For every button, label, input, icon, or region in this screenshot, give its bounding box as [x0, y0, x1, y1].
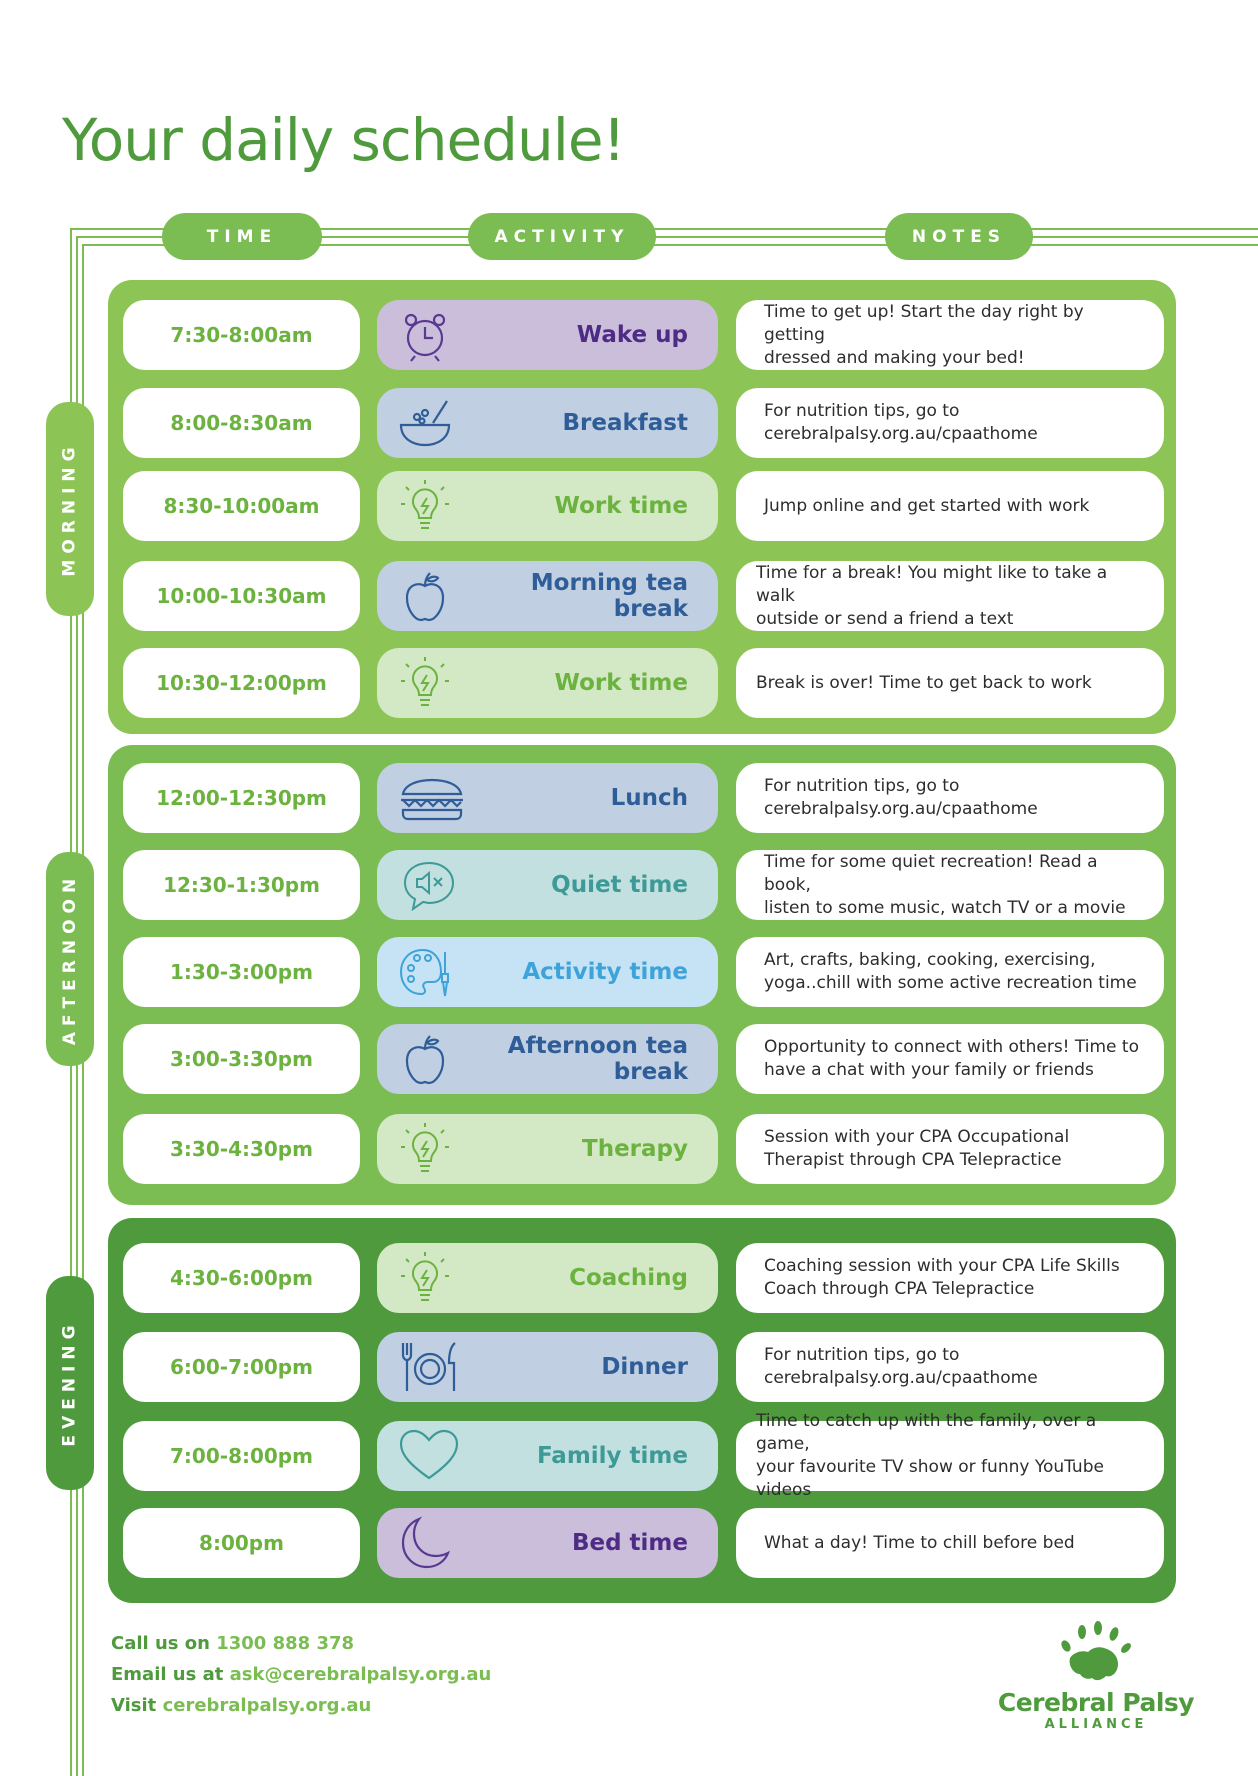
- time-cell: [123, 937, 360, 1007]
- time-cell: [123, 1332, 360, 1402]
- evening-label: EVENING: [60, 1319, 80, 1447]
- note-cell: [736, 561, 1164, 631]
- activity-label: Bed time: [571, 1530, 688, 1556]
- time-text: 1:30-3:00pm: [170, 960, 313, 984]
- time-text: 7:30-8:00am: [170, 323, 313, 347]
- afternoon-label-tab: [46, 852, 94, 1066]
- page-title: Your daily schedule!: [62, 106, 625, 174]
- note-text: Opportunity to connect with others! Time to have a chat with your family or friends: [764, 1037, 1139, 1080]
- activity-label: Morning tea break: [530, 570, 688, 622]
- activity-cell: [377, 763, 718, 833]
- note-text: Coaching session with your CPA Life Skills Coach through CPA Telepractice: [764, 1256, 1120, 1299]
- time-cell: [123, 763, 360, 833]
- morning-label: MORNING: [60, 441, 81, 577]
- time-cell: [123, 648, 360, 718]
- visit-line: [111, 1690, 491, 1721]
- note-text: What a day! Time to chill before bed: [764, 1532, 1075, 1553]
- note-text: Art, crafts, baking, cooking, exercising, yoga..chill with some active recreation time: [764, 950, 1137, 993]
- apple-icon: [397, 568, 453, 624]
- activity-label: Quiet time: [551, 872, 688, 898]
- note-text: For nutrition tips, go to cerebralpalsy.org.au/cpaathome: [764, 401, 1038, 444]
- note-cell: [736, 850, 1164, 920]
- cereal-bowl-icon: [397, 395, 453, 451]
- lightbulb-icon: [397, 1121, 453, 1177]
- email-line: [111, 1659, 491, 1690]
- activity-label: Dinner: [601, 1354, 688, 1380]
- note-cell: [736, 1024, 1164, 1094]
- time-cell: [123, 1024, 360, 1094]
- column-header-notes: NOTES: [885, 213, 1033, 260]
- phone-link[interactable]: 1300 888 378: [216, 1633, 355, 1654]
- time-text: 8:30-10:00am: [163, 494, 320, 518]
- note-text: Jump online and get started with work: [764, 495, 1090, 516]
- activity-cell: [377, 388, 718, 458]
- note-text: Break is over! Time to get back to work: [756, 672, 1092, 693]
- evening-label-tab: [46, 1276, 94, 1490]
- activity-cell: [377, 850, 718, 920]
- note-text: For nutrition tips, go to cerebralpalsy.org.au/cpaathome: [764, 776, 1038, 819]
- muted-speaker-icon: [397, 857, 461, 913]
- note-text: Time for some quiet recreation! Read a book, listen to some music, watch TV or a movie: [764, 851, 1126, 918]
- time-text: 4:30-6:00pm: [170, 1266, 313, 1290]
- note-text: Time for a break! You might like to take a walk outside or send a friend a text: [756, 562, 1108, 629]
- activity-label: Work time: [554, 670, 688, 696]
- column-header-activity: ACTIVITY: [468, 213, 656, 260]
- time-cell: [123, 561, 360, 631]
- cerebral-palsy-logo: [996, 1620, 1196, 1732]
- activity-label: Lunch: [610, 785, 688, 811]
- time-text: 10:00-10:30am: [156, 584, 327, 608]
- lightbulb-icon: [397, 655, 453, 711]
- activity-cell: [377, 648, 718, 718]
- time-cell: [123, 1421, 360, 1491]
- note-text: For nutrition tips, go to cerebralpalsy.org.au/cpaathome: [764, 1345, 1038, 1388]
- time-cell: [123, 388, 360, 458]
- contact-info: [111, 1628, 491, 1721]
- note-cell: [736, 471, 1164, 541]
- activity-cell: [377, 1114, 718, 1184]
- time-cell: [123, 1508, 360, 1578]
- activity-label: Breakfast: [562, 410, 688, 436]
- email-link[interactable]: ask@cerebralpalsy.org.au: [229, 1664, 492, 1685]
- logo-subtitle: ALLIANCE: [1044, 1717, 1148, 1732]
- plate-cutlery-icon: [397, 1339, 463, 1395]
- time-text: 3:00-3:30pm: [170, 1047, 313, 1071]
- paint-palette-icon: [397, 944, 453, 1000]
- time-text: 7:00-8:00pm: [170, 1444, 313, 1468]
- afternoon-label: AFTERNOON: [60, 872, 80, 1046]
- call-line: [111, 1628, 491, 1659]
- note-cell: [736, 1243, 1164, 1313]
- note-cell: [736, 937, 1164, 1007]
- time-cell: [123, 471, 360, 541]
- time-text: 6:00-7:00pm: [170, 1355, 313, 1379]
- time-text: 10:30-12:00pm: [156, 671, 327, 695]
- note-cell: [736, 1508, 1164, 1578]
- activity-cell: [377, 561, 718, 631]
- website-link[interactable]: cerebralpalsy.org.au: [162, 1695, 372, 1716]
- logo-name: Cerebral Palsy: [997, 1688, 1195, 1717]
- activity-label: Therapy: [582, 1136, 688, 1162]
- moon-icon: [397, 1515, 453, 1571]
- note-cell: [736, 388, 1164, 458]
- lightbulb-icon: [397, 1250, 453, 1306]
- sandwich-icon: [397, 770, 467, 826]
- time-text: 8:00-8:30am: [170, 411, 313, 435]
- handprint-australia-icon: [1056, 1620, 1136, 1682]
- apple-icon: [397, 1031, 453, 1087]
- note-text: Time to catch up with the family, over a game, your favourite TV show or funny YouTube videos: [756, 1411, 1104, 1500]
- note-text: Session with your CPA Occupational Therapist through CPA Telepractice: [764, 1127, 1070, 1170]
- activity-cell: [377, 300, 718, 370]
- note-cell: [736, 300, 1164, 370]
- activity-label: Afternoon tea break: [507, 1033, 688, 1085]
- heart-icon: [397, 1428, 461, 1484]
- lightbulb-icon: [397, 478, 453, 534]
- time-text: 8:00pm: [199, 1531, 284, 1555]
- activity-cell: [377, 1421, 718, 1491]
- time-text: 12:30-1:30pm: [163, 873, 320, 897]
- note-cell: [736, 1332, 1164, 1402]
- activity-cell: [377, 1243, 718, 1313]
- activity-label: Activity time: [522, 959, 688, 985]
- activity-cell: [377, 471, 718, 541]
- time-cell: [123, 1243, 360, 1313]
- activity-label: Work time: [554, 493, 688, 519]
- activity-label: Wake up: [576, 322, 688, 348]
- call-label: Call us on: [111, 1633, 210, 1654]
- activity-label: Family time: [536, 1443, 688, 1469]
- time-text: 12:00-12:30pm: [156, 786, 327, 810]
- activity-cell: [377, 937, 718, 1007]
- time-cell: [123, 850, 360, 920]
- time-cell: [123, 1114, 360, 1184]
- activity-label: Coaching: [569, 1265, 688, 1291]
- visit-label: Visit: [111, 1695, 157, 1716]
- time-cell: [123, 300, 360, 370]
- column-header-time: TIME: [162, 213, 322, 260]
- alarm-clock-icon: [397, 307, 453, 363]
- morning-label-tab: [46, 402, 94, 616]
- activity-cell: [377, 1024, 718, 1094]
- time-text: 3:30-4:30pm: [170, 1137, 313, 1161]
- note-cell: [736, 763, 1164, 833]
- note-cell: [736, 1411, 1164, 1500]
- note-text: Time to get up! Start the day right by getting dressed and making your bed!: [764, 301, 1084, 368]
- email-label: Email us at: [111, 1664, 224, 1685]
- note-cell: [736, 1114, 1164, 1184]
- note-cell: [736, 648, 1164, 718]
- activity-cell: [377, 1332, 718, 1402]
- activity-cell: [377, 1508, 718, 1578]
